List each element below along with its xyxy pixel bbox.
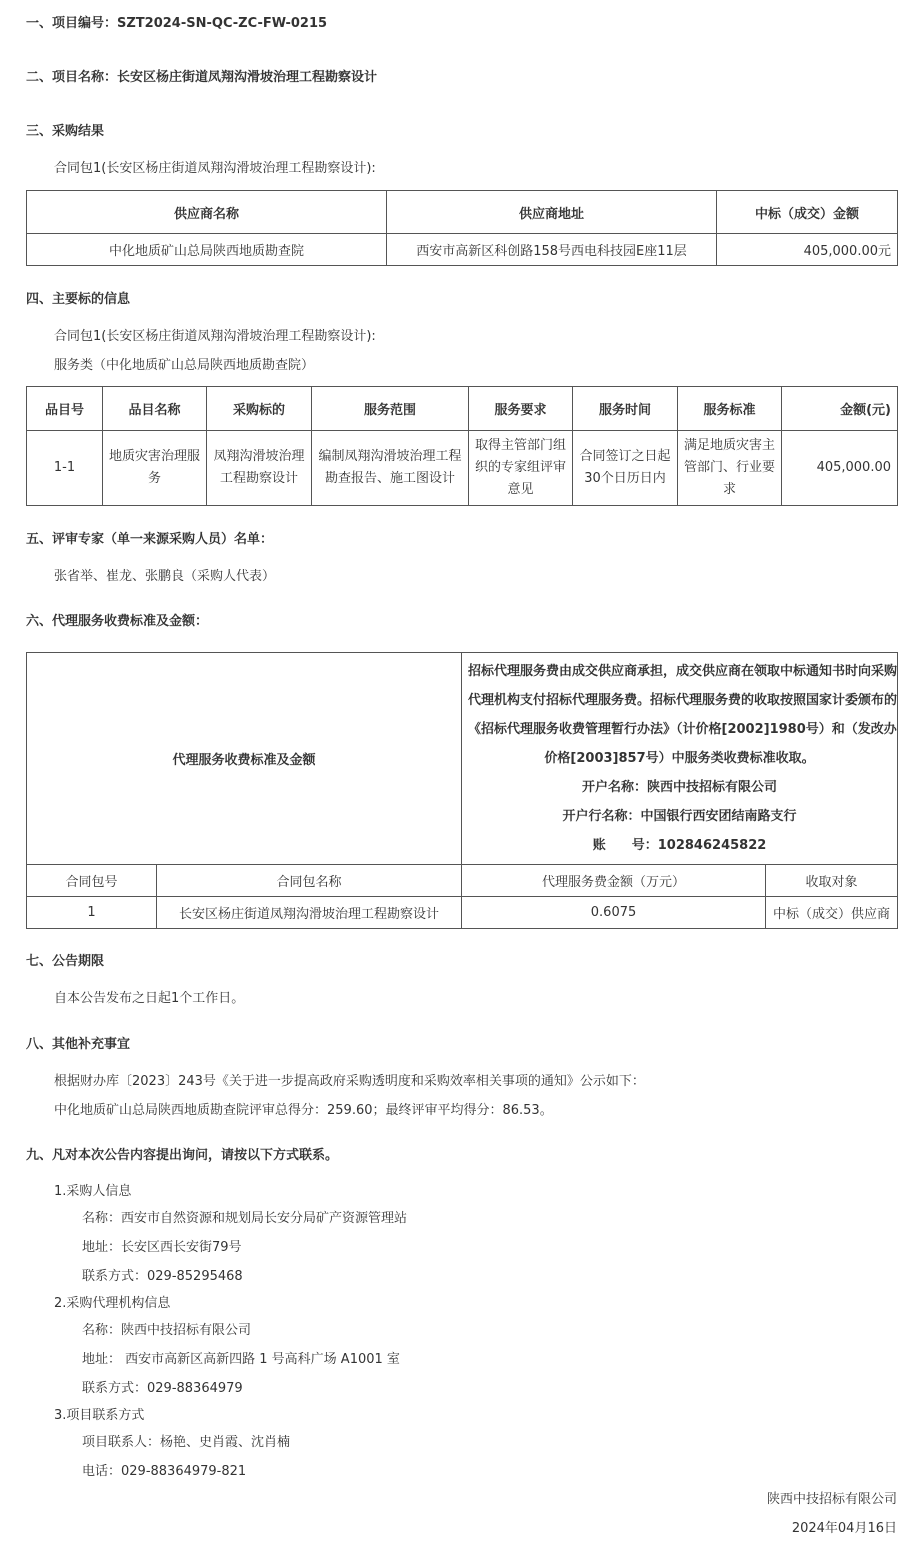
supplier-address: 西安市高新区科创路158号西电科技园E座11层 (387, 234, 717, 266)
header-service-time: 服务时间 (573, 387, 678, 431)
section-4-package: 合同包1(长安区杨庄街道凤翔沟滑坡治理工程勘察设计): (54, 329, 376, 344)
section-3-package: 合同包1(长安区杨庄街道凤翔沟滑坡治理工程勘察设计): (54, 161, 376, 176)
project-contact-phone: 电话：029-88364979-821 (82, 1464, 247, 1479)
amount: 405,000.00 (782, 431, 898, 506)
agent-contact: 联系方式：029-88364979 (82, 1381, 243, 1396)
header-service-scope: 服务范围 (312, 387, 469, 431)
section-5-title: 五、评审专家（单一来源采购人员）名单： (26, 532, 274, 547)
header-service-standard: 服务标准 (678, 387, 782, 431)
project-number-label: 一、项目编号： (26, 16, 118, 31)
project-contact-person: 项目联系人：杨艳、史肖霞、沈肖楠 (82, 1435, 291, 1450)
buyer-contact: 联系方式：029-85295468 (82, 1269, 243, 1284)
agent-address: 地址： 西安市高新区高新四路 1 号高科广场 A1001 室 (82, 1352, 400, 1367)
fee-standard-description (462, 653, 898, 865)
award-amount: 405,000.00元 (717, 234, 898, 266)
procurement-result-table (26, 190, 898, 266)
bank-name: 开户行名称：中国银行西安团结南路支行 (562, 809, 797, 824)
section-9-title: 九、凡对本次公告内容提出询问，请按以下方式联系。 (26, 1148, 339, 1163)
agency-fee-table (26, 652, 898, 929)
header-item-name: 品目名称 (103, 387, 207, 431)
agent-name: 名称：陕西中技招标有限公司 (82, 1323, 252, 1338)
header-amount: 金额(元) (782, 387, 898, 431)
fee-desc-line: 代理机构支付招标代理服务费。招标代理服务费的收取按照国家计委颁布的 (468, 693, 898, 708)
header-fee-payer: 收取对象 (766, 865, 898, 897)
header-supplier-name: 供应商名称 (27, 191, 387, 234)
section-6-title: 六、代理服务收费标准及金额： (26, 614, 209, 629)
fee-desc-line: 《招标代理服务收费管理暂行办法》（计价格[2002]1980号）和（发改办 (468, 722, 897, 737)
section-7-title: 七、公告期限 (26, 954, 105, 969)
item-no: 1-1 (27, 431, 103, 506)
buyer-name: 名称：西安市自然资源和规划局长安分局矿产资源管理站 (82, 1211, 408, 1226)
project-number (26, 12, 327, 31)
fee-payer: 中标（成交）供应商 (766, 897, 898, 929)
header-package-no: 合同包号 (27, 865, 157, 897)
account-number: 账 号：102846245822 (592, 838, 767, 853)
section-4-title: 四、主要标的信息 (26, 292, 131, 307)
fee-desc-line: 价格[2003]857号）中服务类收费标准收取。 (544, 751, 815, 766)
subject: 凤翔沟滑坡治理工程勘察设计 (207, 431, 312, 506)
buyer-info-title: 1.采购人信息 (54, 1184, 132, 1199)
header-subject: 采购标的 (207, 387, 312, 431)
header-fee-amount: 代理服务费金额（万元） (462, 865, 766, 897)
header-package-name: 合同包名称 (157, 865, 462, 897)
package-name: 长安区杨庄街道凤翔沟滑坡治理工程勘察设计 (157, 897, 462, 929)
header-award-amount: 中标（成交）金额 (717, 191, 898, 234)
subject-info-table (26, 386, 898, 506)
fee-standard-label: 代理服务收费标准及金额 (27, 653, 462, 865)
service-scope: 编制凤翔沟滑坡治理工程勘查报告、施工图设计 (312, 431, 469, 506)
package-no: 1 (27, 897, 157, 929)
header-service-requirement: 服务要求 (469, 387, 573, 431)
supplement-line-1: 根据财办库〔2023〕243号《关于进一步提高政府采购透明度和采购效率相关事项的通知》公示如下： (54, 1074, 645, 1089)
account-name: 开户名称：陕西中技招标有限公司 (582, 780, 778, 795)
agent-info-title: 2.采购代理机构信息 (54, 1296, 171, 1311)
expert-names: 张省举、崔龙、张鹏良（采购人代表） (54, 569, 276, 584)
footer-company: 陕西中技招标有限公司 (766, 1492, 897, 1507)
section-8-title: 八、其他补充事宜 (26, 1037, 131, 1052)
service-time: 合同签订之日起30个日历日内 (573, 431, 678, 506)
item-name: 地质灾害治理服务 (103, 431, 207, 506)
notice-period: 自本公告发布之日起1个工作日。 (54, 991, 245, 1006)
footer-date: 2024年04月16日 (791, 1521, 897, 1536)
header-item-no: 品目号 (27, 387, 103, 431)
supplier-name: 中化地质矿山总局陕西地质勘查院 (27, 234, 387, 266)
project-name (26, 66, 377, 85)
project-name-value: 长安区杨庄街道凤翔沟滑坡治理工程勘察设计 (117, 70, 378, 85)
project-name-label: 二、项目名称： (26, 70, 118, 85)
service-standard: 满足地质灾害主管部门、行业要求 (678, 431, 782, 506)
section-4-category: 服务类（中化地质矿山总局陕西地质勘查院） (54, 358, 315, 373)
buyer-address: 地址：长安区西长安街79号 (82, 1240, 242, 1255)
section-3-title: 三、采购结果 (26, 124, 105, 139)
project-number-value: SZT2024-SN-QC-ZC-FW-0215 (117, 16, 328, 31)
service-requirement: 取得主管部门组织的专家组评审意见 (469, 431, 573, 506)
fee-desc-line: 招标代理服务费由成交供应商承担，成交供应商在领取中标通知书时向采购 (468, 664, 898, 679)
fee-amount: 0.6075 (462, 897, 766, 929)
header-supplier-address: 供应商地址 (387, 191, 717, 234)
supplement-line-2: 中化地质矿山总局陕西地质勘查院评审总得分：259.60；最终评审平均得分：86.53。 (54, 1103, 553, 1118)
project-contact-title: 3.项目联系方式 (54, 1408, 145, 1423)
